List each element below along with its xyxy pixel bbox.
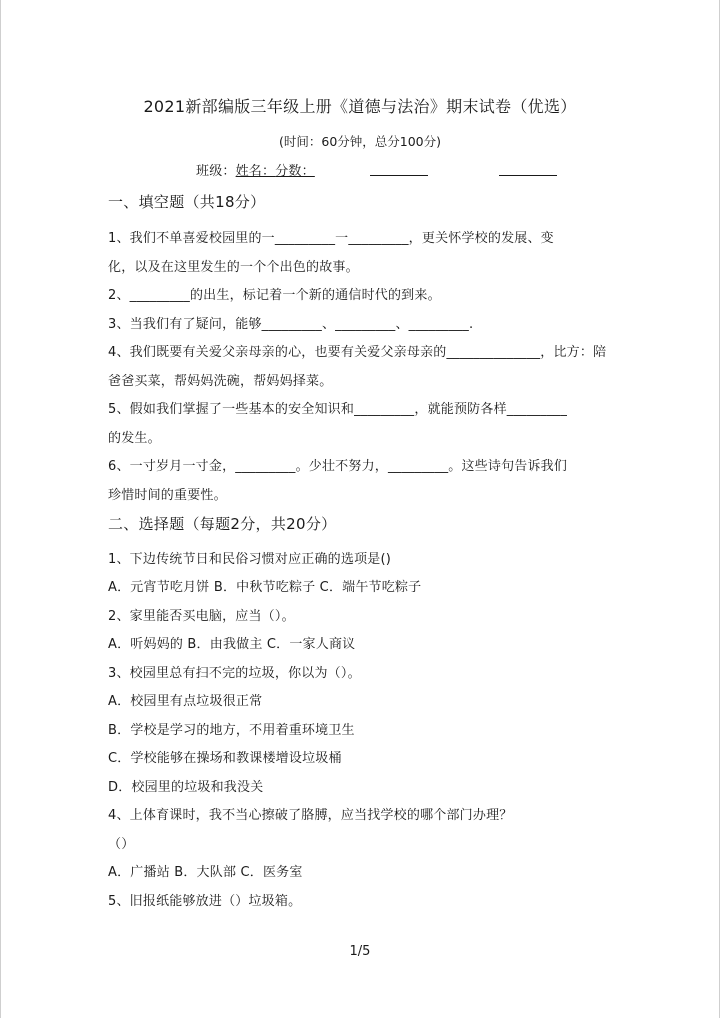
q1-5-line: 5、假如我们掌握了一些基本的安全知识和_________，就能预防各样_________ bbox=[108, 402, 568, 417]
exam-title: 2021新部编版三年级上册《道德与法治》期末试卷（优选） bbox=[143, 97, 577, 116]
q2-1-line: 1、下边传统节日和民俗习惯对应正确的选项是() bbox=[108, 552, 392, 567]
q2-3-option-c: C．学校能够在操场和教课楼增设垃圾桶 bbox=[108, 751, 342, 766]
q1-4-line: 4、我们既要有关爱父亲母亲的心，也要有关爱父亲母亲的______________，比方：陪 bbox=[108, 345, 607, 360]
page-edge-left bbox=[0, 0, 1, 1018]
q2-1-options: A．元宵节吃月饼 B．中秋节吃粽子 C．端午节吃粽子 bbox=[108, 580, 422, 595]
q1-5-line-cont: 的发生。 bbox=[108, 431, 161, 446]
score-blank bbox=[499, 163, 557, 176]
score-label: 分数： bbox=[275, 164, 315, 179]
q2-3-option-b: B．学校是学习的地方，不用着重环境卫生 bbox=[108, 723, 355, 738]
q2-4-line: 4、上体育课时，我不当心擦破了胳膊，应当找学校的哪个部门办理？ bbox=[108, 808, 513, 823]
q1-2-line: 2、_________的出生，标记着一个新的通信时代的到来。 bbox=[108, 288, 441, 303]
q2-5-line: 5、旧报纸能够放进（）垃圾箱。 bbox=[108, 894, 302, 909]
q1-3-line: 3、当我们有了疑问，能够_________、_________、_________. bbox=[108, 317, 474, 332]
q2-4-options: A．广播站 B．大队部 C．医务室 bbox=[108, 865, 303, 880]
page-number: 1/5 bbox=[349, 944, 371, 959]
q1-1-line-cont: 化，以及在这里发生的一个个出色的故事。 bbox=[108, 260, 359, 275]
q1-1-line: 1、我们不单喜爱校园里的一_________一_________，更关怀学校的发展、变 bbox=[108, 231, 554, 246]
name-blank bbox=[370, 163, 428, 176]
section-heading-multiple-choice: 二、选择题（每题2分，共20分） bbox=[108, 515, 337, 533]
q1-6-line: 6、一寸岁月一寸金，_________。少壮不努力，_________。这些诗句告诉我们 bbox=[108, 459, 568, 474]
q2-3-line: 3、校园里总有扫不完的垃圾，你以为（）。 bbox=[108, 666, 361, 681]
q1-4-line-cont: 爸爸买菜，帮妈妈洗碗，帮妈妈择菜。 bbox=[108, 374, 333, 389]
q2-3-option-a: A．校园里有点垃圾很正常 bbox=[108, 694, 263, 709]
class-label: 班级： bbox=[196, 164, 236, 179]
q2-3-option-d: D．校园里的垃圾和我没关 bbox=[108, 780, 264, 795]
q1-6-line-cont: 珍惜时间的重要性。 bbox=[108, 488, 227, 503]
q2-2-line: 2、家里能否买电脑，应当（）。 bbox=[108, 609, 295, 624]
section-heading-fill-in: 一、填空题（共18分） bbox=[108, 193, 266, 211]
student-info-line bbox=[196, 160, 315, 179]
q2-4-line-cont: （） bbox=[108, 837, 135, 852]
exam-subtitle: (时间：60分钟，总分100分) bbox=[278, 134, 442, 149]
q2-2-options: A．听妈妈的 B．由我做主 C．一家人商议 bbox=[108, 637, 356, 652]
name-label: 姓名： bbox=[235, 164, 276, 179]
